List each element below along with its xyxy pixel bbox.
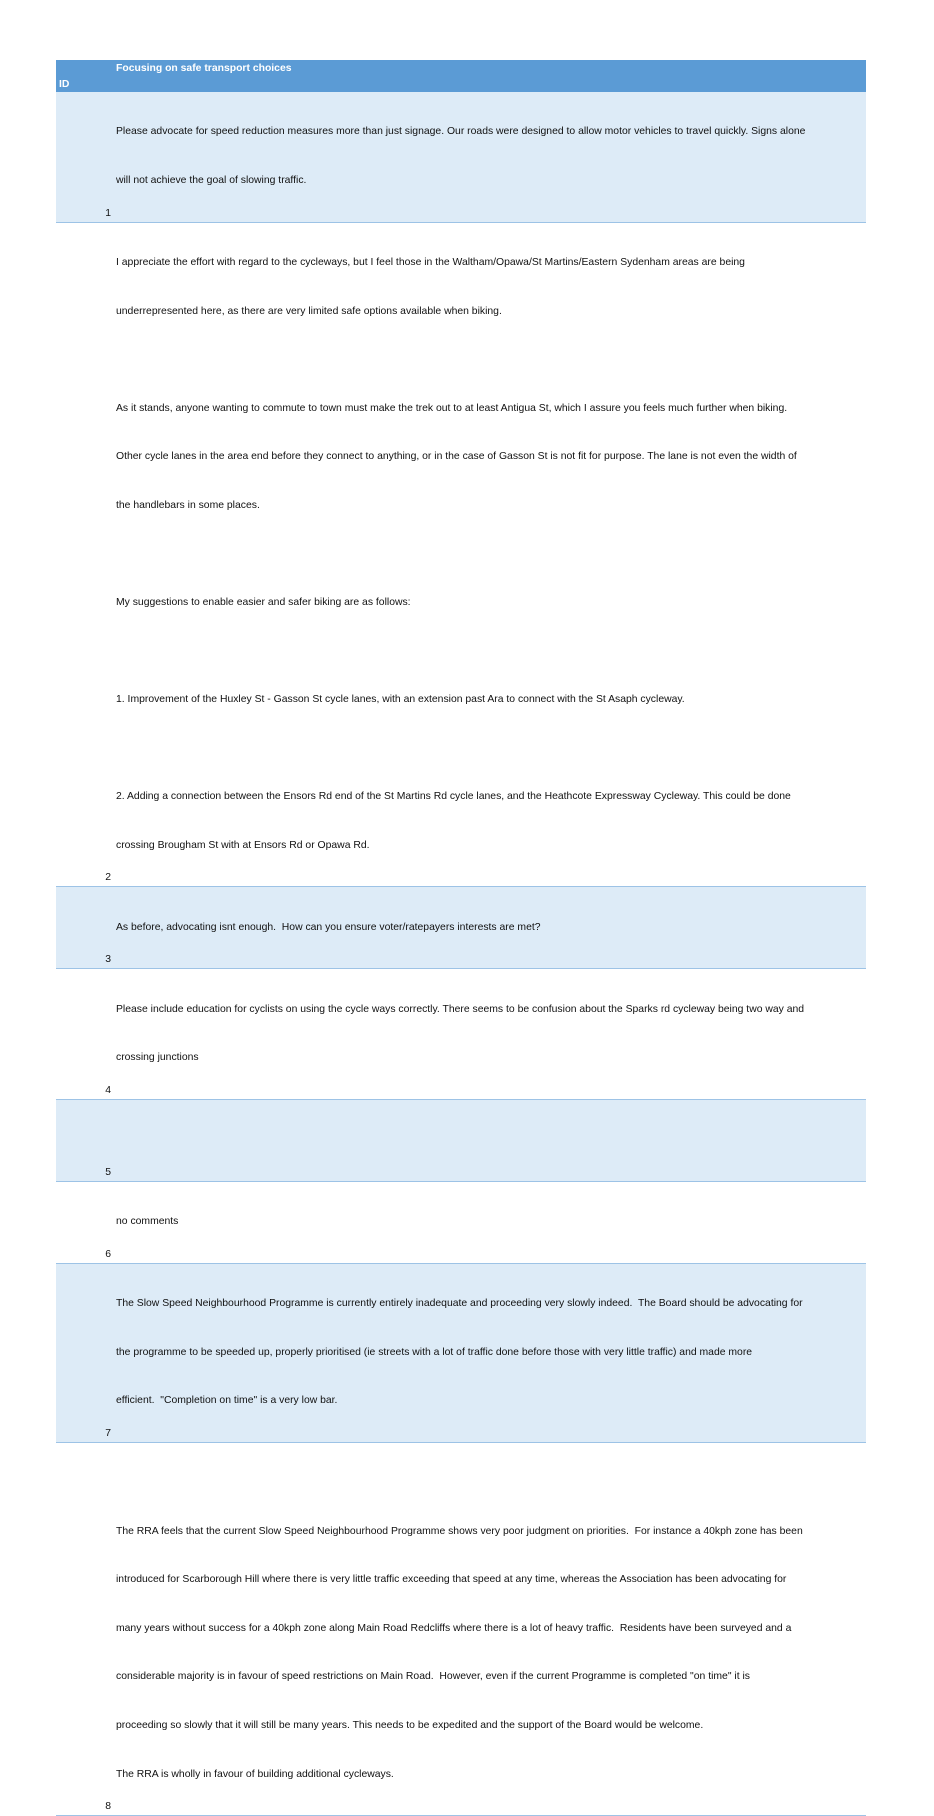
comment-line: 2. Adding a connection between the Ensors Rd end of the St Martins Rd cycle lanes, and the Heathcote Expressway Cycleway. This could be done — [116, 790, 791, 802]
blank-line — [116, 546, 864, 562]
row-id: 2 — [105, 872, 111, 884]
row-id: 1 — [105, 207, 111, 219]
row-id: 5 — [105, 1166, 111, 1178]
row-id: 7 — [105, 1427, 111, 1439]
row-comment — [116, 1443, 864, 1815]
table-header — [56, 60, 866, 92]
comment-line: many years without success for a 40kph zone along Main Road Redcliffs where there is a lot of heavy traffic. Residents have been surveyed and a — [116, 1622, 792, 1634]
row-comment — [116, 887, 864, 968]
comment-line: introduced for Scarborough Hill where there is very little traffic exceeding that speed at any time, whereas the Association has been advocating for — [116, 1574, 787, 1586]
blank-line — [116, 644, 864, 660]
comment-line: proceeding so slowly that it will still be many years. This needs to be expedited and the support of the Board would be welcome. — [116, 1720, 704, 1732]
table-row — [56, 223, 866, 888]
comment-line: no comments — [116, 1216, 179, 1227]
comment-line: efficient. "Completion on time" is a very low bar. — [116, 1395, 338, 1407]
table-row — [56, 1100, 866, 1182]
comment-line: The Slow Speed Neighbourhood Programme is currently entirely inadequate and proceeding very slowly indeed. The Board should be advocating for — [116, 1298, 803, 1310]
table-row — [56, 1264, 866, 1443]
table-row — [56, 969, 866, 1100]
comment-line: Please include education for cyclists on using the cycle ways correctly. There seems to be confusion about the Sparks rd cycleway being two way and — [116, 1003, 805, 1015]
comment-line: underrepresented here, as there are very limited safe options available when biking. — [116, 305, 502, 317]
comment-line: The RRA feels that the current Slow Speed Neighbourhood Programme shows very poor judgment on priorities. For instance a 40kph zone has been — [116, 1525, 803, 1537]
table-row — [56, 887, 866, 969]
row-comment — [116, 1100, 864, 1181]
row-comment — [116, 92, 864, 222]
comment-line: 1. Improvement of the Huxley St - Gasson St cycle lanes, with an extension past Ara to connect with the St Asaph cycleway. — [116, 693, 685, 705]
blank-line — [116, 741, 864, 757]
comment-line: the handlebars in some places. — [116, 499, 260, 511]
row-comment — [116, 969, 864, 1099]
comment-line: crossing junctions — [116, 1052, 199, 1064]
comment-line: the programme to be speeded up, properly prioritised (ie streets with a lot of traffic done before those with very little traffic) and made more — [116, 1346, 753, 1358]
row-comment — [116, 1264, 864, 1442]
comment-line: My suggestions to enable easier and safer biking are as follows: — [116, 596, 411, 608]
comments-column-header: Focusing on safe transport choices — [116, 63, 292, 74]
row-id: 3 — [105, 954, 111, 966]
table-row — [56, 1443, 866, 1816]
row-comment — [116, 223, 864, 887]
comment-line: crossing Brougham St with at Ensors Rd or Opawa Rd. — [116, 839, 370, 851]
comment-line: As before, advocating isnt enough. How can you ensure voter/ratepayers interests are met? — [116, 921, 541, 933]
comment-line: Please advocate for speed reduction measures more than just signage. Our roads were designed to allow motor vehicles to travel quickly. Signs alone — [116, 126, 806, 138]
comment-line: As it stands, anyone wanting to commute to town must make the trek out to at least Antigua St, which I assure you feels much further when biking. — [116, 402, 788, 414]
comment-line: will not achieve the goal of slowing traffic. — [116, 175, 307, 187]
comments-table — [56, 60, 866, 1816]
comment-line: I appreciate the effort with regard to the cycleways, but I feel those in the Waltham/Opawa/St Martins/Eastern Sydenham areas are being — [116, 257, 745, 269]
row-id: 8 — [105, 1801, 111, 1813]
comment-line: considerable majority is in favour of speed restrictions on Main Road. However, even if the current Programme is completed "on time" it is — [116, 1671, 750, 1683]
id-column-header: ID — [59, 79, 70, 90]
row-comment — [116, 1182, 864, 1263]
blank-line — [116, 1475, 864, 1491]
table-row — [56, 92, 866, 223]
comment-line: Other cycle lanes in the area end before they connect to anything, or in the case of Gasson St is not fit for purpose. The lane is not even the width of — [116, 451, 797, 463]
table-row — [56, 1182, 866, 1264]
row-id: 4 — [105, 1084, 111, 1096]
blank-line — [116, 352, 864, 368]
blank-line — [116, 1132, 864, 1148]
comment-line: The RRA is wholly in favour of building additional cycleways. — [116, 1768, 394, 1780]
row-id: 6 — [105, 1248, 111, 1260]
